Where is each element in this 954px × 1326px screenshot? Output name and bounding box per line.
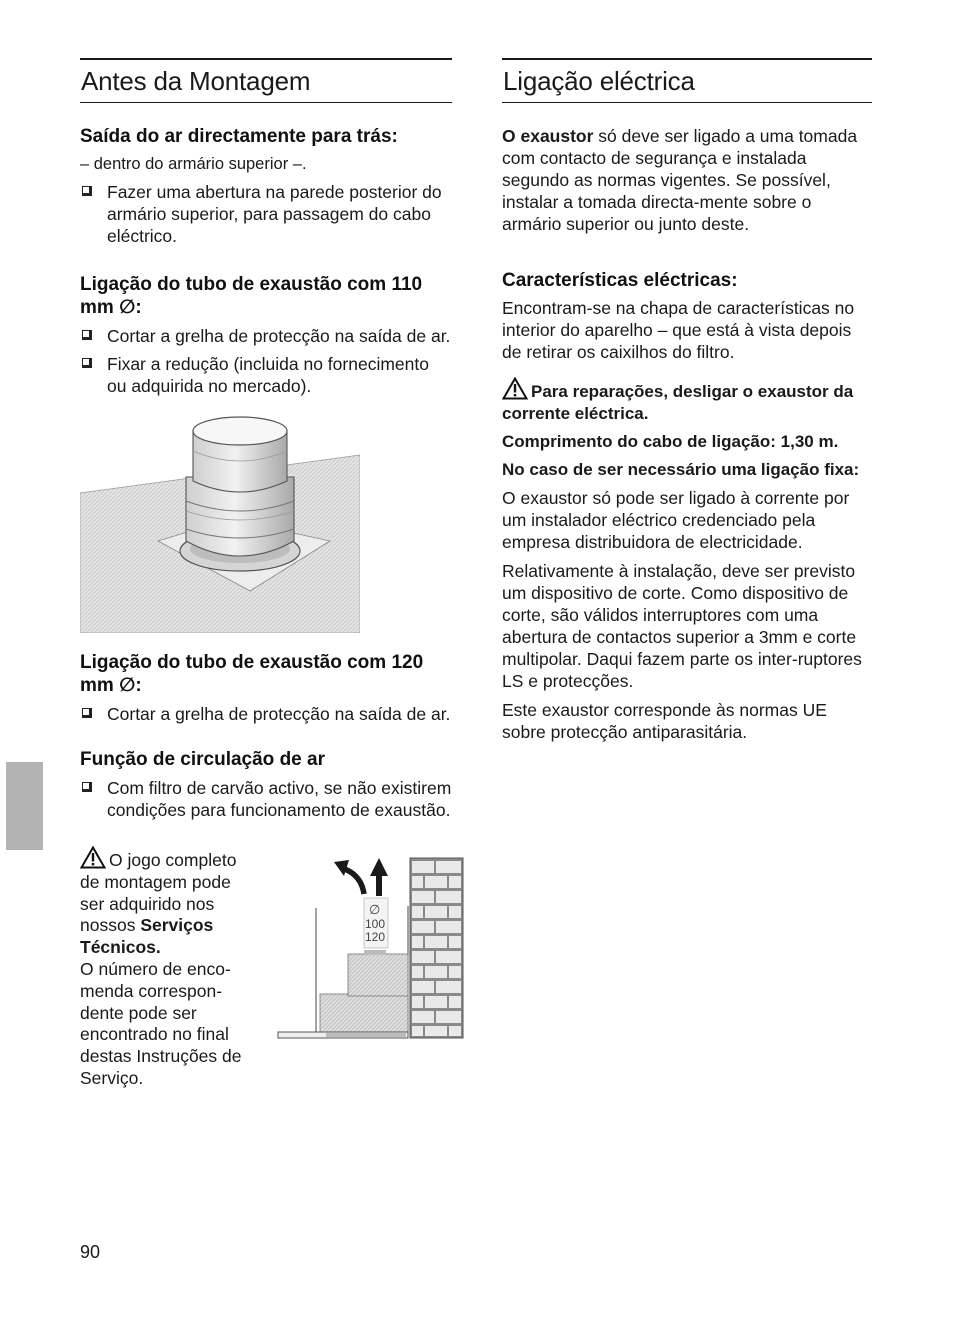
checkbox-icon (82, 358, 92, 368)
heading-rear-exhaust: Saída do ar directamente para trás: (80, 126, 398, 147)
note-line: destas Instruções de (80, 1046, 242, 1067)
note-line: O número de enco- (80, 958, 231, 979)
warning-triangle-icon (502, 377, 528, 400)
checkbox-icon (82, 708, 92, 718)
note-line: encontrado no final (80, 1024, 229, 1045)
hood-body (320, 950, 408, 1032)
heading-tube-110: Ligação do tubo de exaustão com 110 mm ∅: (80, 274, 423, 318)
left-column (80, 58, 452, 1096)
checklist-item (80, 181, 452, 247)
note-line: dente pode ser (80, 1002, 197, 1023)
repair-warning-text: Para reparações, desligar o exaustor da corrente eléctrica. (502, 382, 854, 423)
note-line-bold: Técnicos. (80, 937, 161, 958)
note-line: O jogo completo (109, 850, 237, 870)
heading-tube-120: Ligação do tubo de exaustão com 120 mm ∅: (80, 652, 424, 696)
note-line: nossos (80, 915, 141, 936)
brick-wall (410, 858, 463, 1038)
repair-warning (502, 377, 872, 425)
checklist-item-text: Fazer uma abertura na parede posterior do armário superior, para passagem do cabo eléctrico. (107, 182, 442, 246)
section-title-left: Antes da Montagem (80, 58, 452, 103)
note-line: ser adquirido nos (80, 893, 215, 914)
diameter-symbol: ∅ (369, 902, 381, 917)
checklist-item-text: Cortar a grelha de protecção na saída de ar. (107, 704, 451, 724)
duct-adapter-illustration (80, 411, 360, 633)
cable-length: Comprimento do cabo de ligação: 1,30 m. (502, 432, 839, 451)
mounting-kit-note (80, 846, 270, 1090)
heading-electrical-characteristics: Características eléctricas: (502, 270, 738, 291)
checkbox-icon (82, 330, 92, 340)
installation-paragraph: Relativamente à instalação, deve ser previsto um dispositivo de corte. Como dispositivo de corte, são válidos interruptores com uma abertura de contactos superior a 3mm e corte multipolar. Daqui fazem parte os inter-ruptores LS e protecções. (502, 561, 862, 691)
checklist-item-text: Cortar a grelha de protecção na saída de ar. (107, 326, 451, 346)
diameter-value-100: 100 (365, 917, 386, 931)
section-title-right: Ligação eléctrica (502, 58, 872, 103)
rear-exhaust-subtitle: – dentro do armário superior –. (80, 155, 307, 173)
characteristics-paragraph: Encontram-se na chapa de características no interior do aparelho – que está à vista depois de retirar os caixilhos do filtro. (502, 298, 855, 362)
intro-text: só deve ser ligado a uma tomada com contacto de segurança e instalada segundo as normas vigentes. Se possível, instalar a tomada directa-mente sobre o armário superior ou junto deste. (502, 126, 858, 234)
checklist-item (80, 325, 452, 347)
mounting-kit-block (80, 846, 452, 1096)
heading-recirculation: Função de circulação de ar (80, 749, 325, 770)
intro-paragraph (502, 125, 872, 235)
chapter-tab (6, 762, 43, 850)
note-line: de montagem pode (80, 871, 231, 892)
checkbox-icon (82, 782, 92, 792)
checklist-item-text: Com filtro de carvão activo, se não existirem condições para funcionamento de exaustão. (107, 778, 452, 820)
checklist-item-text: Fixar a redução (incluida no fornecimento ou adquirida no mercado). (107, 354, 429, 396)
checklist-item (80, 777, 452, 821)
diameter-value-120: 120 (365, 930, 386, 944)
fixed-connection-heading: No caso de ser necessário uma ligação fixa: (502, 460, 860, 479)
checklist-item (80, 353, 452, 397)
arrow-up-icon (370, 858, 388, 896)
fixed-connection-paragraph: O exaustor só pode ser ligado à corrente por um instalador eléctrico credenciado pela empresa distribuidora de electricidade. (502, 488, 850, 552)
norms-paragraph: Este exaustor corresponde às normas UE sobre protecção antiparasitária. (502, 700, 827, 742)
wall-mounting-diagram (276, 846, 466, 1052)
checkbox-icon (82, 186, 92, 196)
note-line: menda correspon- (80, 980, 223, 1001)
warning-triangle-icon (80, 846, 106, 869)
note-line: Serviço. (80, 1067, 144, 1088)
right-column (502, 58, 872, 743)
note-line-bold: Serviços (140, 915, 214, 936)
checklist-item (80, 703, 452, 725)
intro-bold: O exaustor (502, 126, 594, 146)
arrow-curved-icon (334, 860, 364, 894)
page-number: 90 (80, 1242, 101, 1262)
